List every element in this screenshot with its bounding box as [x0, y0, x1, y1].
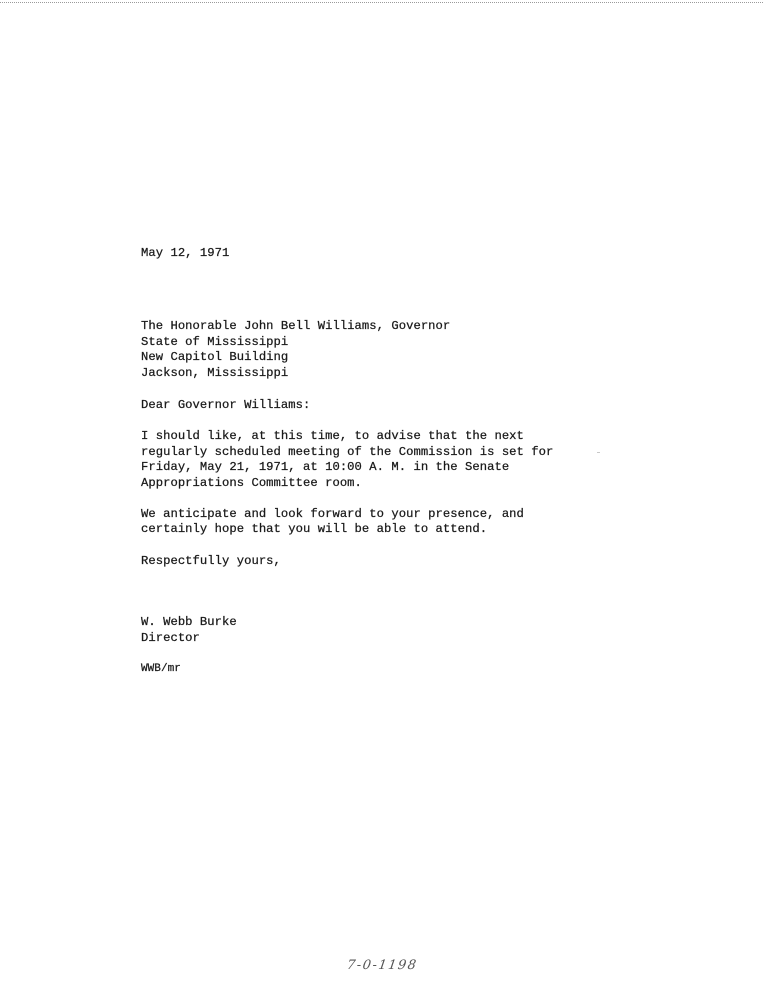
recipient-line: State of Mississippi [141, 334, 289, 349]
recipient-line: New Capitol Building [141, 350, 289, 365]
paragraph-line: certainly hope that you will be able to attend. [141, 522, 488, 537]
reference-initials: WWB/mr [141, 663, 181, 676]
closing: Respectfully yours, [141, 553, 281, 568]
recipient-line: Jackson, Mississippi [141, 365, 289, 380]
signature-block [141, 615, 611, 646]
body-paragraph-2 [141, 507, 611, 538]
letter-date: May 12, 1971 [141, 246, 230, 260]
salutation: Dear Governor Williams: [141, 398, 311, 413]
handwritten-file-number: 7-0-1198 [345, 958, 419, 973]
paragraph-line: regularly scheduled meeting of the Commission is set for [141, 444, 554, 459]
signer-name: W. Webb Burke [141, 615, 237, 630]
signer-title: Director [141, 630, 200, 645]
recipient-address [141, 319, 611, 381]
paragraph-line: We anticipate and look forward to your presence, and [141, 507, 524, 522]
paragraph-line: Friday, May 21, 1971, at 10:00 A. M. in the Senate [141, 460, 510, 475]
body-paragraph-1 [141, 429, 611, 491]
paragraph-line: I should like, at this time, to advise that the next [141, 429, 524, 444]
recipient-line: The Honorable John Bell Williams, Governor [141, 319, 451, 334]
paragraph-line: Appropriations Committee room. [141, 475, 362, 490]
page-top-border [0, 2, 763, 3]
stray-ink-mark [597, 452, 600, 453]
letter-body [141, 246, 611, 678]
